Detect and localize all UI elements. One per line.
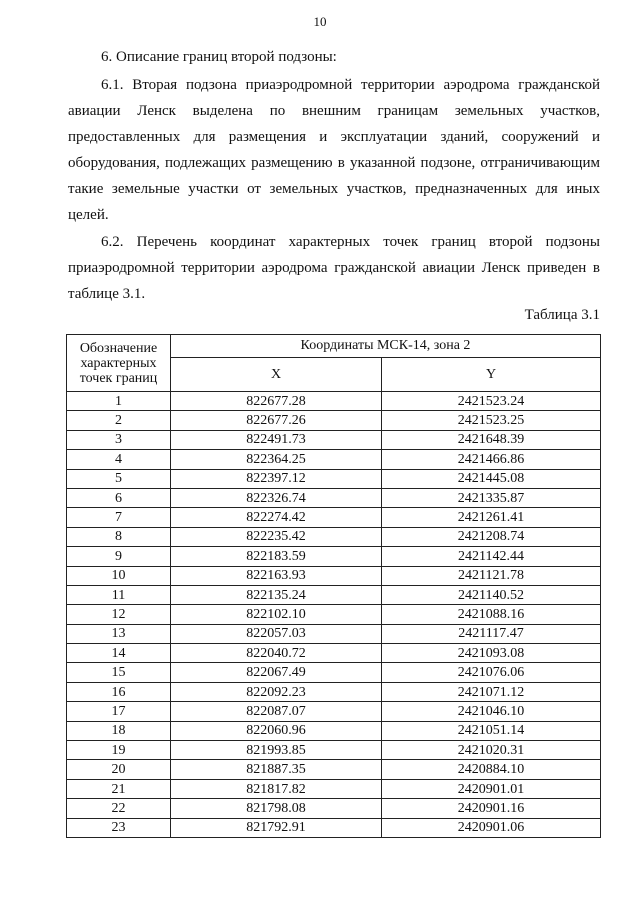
header-coordinate-system: Координаты МСК-14, зона 2 (171, 335, 601, 358)
cell-x: 822060.96 (171, 721, 382, 740)
cell-x: 822397.12 (171, 469, 382, 488)
section-heading: 6. Описание границ второй подзоны: (101, 49, 337, 65)
table-row (67, 392, 601, 411)
table-row (67, 430, 601, 449)
cell-y: 2421117.47 (382, 624, 601, 643)
table-row (67, 411, 601, 430)
cell-x: 822163.93 (171, 566, 382, 585)
cell-y: 2420884.10 (382, 760, 601, 779)
cell-y: 2420901.01 (382, 779, 601, 798)
cell-y: 2421071.12 (382, 682, 601, 701)
table-row (67, 799, 601, 818)
coordinates-table (66, 334, 601, 838)
cell-point: 14 (67, 644, 171, 663)
table-row (67, 585, 601, 604)
table-row (67, 547, 601, 566)
table-row (67, 508, 601, 527)
cell-y: 2420901.16 (382, 799, 601, 818)
cell-point: 10 (67, 566, 171, 585)
cell-y: 2421051.14 (382, 721, 601, 740)
cell-x: 821993.85 (171, 741, 382, 760)
cell-x: 821887.35 (171, 760, 382, 779)
page-number: 10 (313, 14, 327, 29)
cell-x: 822135.24 (171, 585, 382, 604)
table-row (67, 818, 601, 837)
cell-x: 822067.49 (171, 663, 382, 682)
cell-y: 2421121.78 (382, 566, 601, 585)
cell-y: 2421648.39 (382, 430, 601, 449)
table-row (67, 760, 601, 779)
coordinates-table-body (67, 392, 601, 838)
header-x: X (171, 358, 382, 392)
cell-y: 2421076.06 (382, 663, 601, 682)
cell-x: 822235.42 (171, 527, 382, 546)
cell-point: 21 (67, 779, 171, 798)
cell-point: 22 (67, 799, 171, 818)
cell-y: 2421523.25 (382, 411, 601, 430)
paragraph-6-1: 6.1. Вторая подзона приаэродромной территории аэродрома гражданской авиации Ленск выделена по внешним границам земельных участков, предоставленных для размещения и эксплуатации зданий, сооружений и оборудования, подлежащих размещению в указанной подзоне, отграничивающим такие земельные участки от земельных участков, предназначенных для иных целей. (68, 77, 600, 223)
table-row (67, 527, 601, 546)
cell-y: 2421208.74 (382, 527, 601, 546)
cell-x: 822102.10 (171, 605, 382, 624)
table-row (67, 566, 601, 585)
cell-y: 2420901.06 (382, 818, 601, 837)
cell-y: 2421466.86 (382, 450, 601, 469)
cell-point: 9 (67, 547, 171, 566)
table-row (67, 469, 601, 488)
cell-point: 16 (67, 682, 171, 701)
table-row (67, 682, 601, 701)
cell-x: 822040.72 (171, 644, 382, 663)
cell-x: 821792.91 (171, 818, 382, 837)
cell-point: 18 (67, 721, 171, 740)
cell-y: 2421335.87 (382, 488, 601, 507)
cell-x: 822092.23 (171, 682, 382, 701)
cell-x: 822057.03 (171, 624, 382, 643)
cell-x: 822364.25 (171, 450, 382, 469)
cell-y: 2421523.24 (382, 392, 601, 411)
cell-point: 7 (67, 508, 171, 527)
cell-x: 822326.74 (171, 488, 382, 507)
cell-x: 822491.73 (171, 430, 382, 449)
cell-y: 2421445.08 (382, 469, 601, 488)
cell-y: 2421261.41 (382, 508, 601, 527)
table-row (67, 721, 601, 740)
cell-x: 822677.28 (171, 392, 382, 411)
cell-y: 2421046.10 (382, 702, 601, 721)
table-row (67, 624, 601, 643)
header-point-label: Обозначение характерных точек границ (67, 335, 171, 392)
cell-point: 6 (67, 488, 171, 507)
table-row (67, 605, 601, 624)
cell-point: 20 (67, 760, 171, 779)
cell-point: 3 (67, 430, 171, 449)
cell-point: 4 (67, 450, 171, 469)
table-row (67, 779, 601, 798)
cell-x: 822087.07 (171, 702, 382, 721)
cell-x: 821798.08 (171, 799, 382, 818)
cell-y: 2421093.08 (382, 644, 601, 663)
table-row (67, 488, 601, 507)
cell-point: 12 (67, 605, 171, 624)
cell-x: 821817.82 (171, 779, 382, 798)
header-y: Y (382, 358, 601, 392)
table-row (67, 450, 601, 469)
paragraph-6-2: 6.2. Перечень координат характерных точек границ второй подзоны приаэродромной территории аэродрома гражданской авиации Ленск приведен в таблице 3.1. (68, 234, 600, 302)
cell-y: 2421020.31 (382, 741, 601, 760)
cell-point: 17 (67, 702, 171, 721)
cell-point: 19 (67, 741, 171, 760)
cell-point: 5 (67, 469, 171, 488)
cell-x: 822183.59 (171, 547, 382, 566)
table-row (67, 663, 601, 682)
cell-point: 13 (67, 624, 171, 643)
cell-y: 2421140.52 (382, 585, 601, 604)
cell-point: 11 (67, 585, 171, 604)
table-row (67, 702, 601, 721)
cell-point: 8 (67, 527, 171, 546)
cell-y: 2421142.44 (382, 547, 601, 566)
table-caption: Таблица 3.1 (524, 307, 600, 323)
cell-point: 23 (67, 818, 171, 837)
table-row (67, 741, 601, 760)
cell-point: 1 (67, 392, 171, 411)
cell-x: 822677.26 (171, 411, 382, 430)
table-row (67, 644, 601, 663)
cell-point: 15 (67, 663, 171, 682)
cell-x: 822274.42 (171, 508, 382, 527)
cell-point: 2 (67, 411, 171, 430)
cell-y: 2421088.16 (382, 605, 601, 624)
